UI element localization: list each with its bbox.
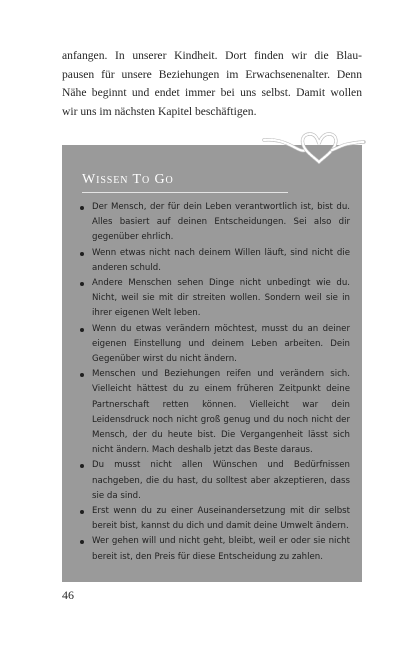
bullet-icon xyxy=(80,328,84,332)
list-item: Wenn du etwas verändern möchtest, musst du an deiner eigenen Einstellung und deinem Leben arbeiten. Dein Gegenüber wirst du nicht ändern. xyxy=(80,322,350,368)
wissen-to-go-box xyxy=(62,145,362,582)
intro-paragraph xyxy=(62,47,362,121)
intro-line: anfangen. In unserer Kindheit. Dort finden wir die Blau- xyxy=(62,49,362,62)
intro-line: Nähe beginnt und endet immer bei uns selbst. Damit wollen xyxy=(62,86,362,99)
page-number: 46 xyxy=(62,588,74,602)
bullet-icon xyxy=(80,373,84,377)
list-item: Du musst nicht allen Wünschen und Bedürfnissen nachgeben, die du hast, du solltest aber akzeptieren, dass sie da sind. xyxy=(80,458,350,504)
bullet-list xyxy=(80,200,350,565)
box-title: Wissen To Go xyxy=(82,172,174,187)
list-item: Menschen und Beziehungen reifen und verändern sich. Vielleicht hättest du zu einem früheren Zeitpunkt deine Partnerschaft retten können. Vielleicht war dein Leidensdruck noch nicht groß genug und du noch nicht der Mensch, der du heute bist. Die Vergangenheit lässt sich nicht ändern. Mach deshalb jetzt das Beste daraus. xyxy=(80,367,350,458)
list-item: Erst wenn du zu einer Auseinandersetzung mit dir selbst bereit bist, kannst du dich und damit deine Umwelt ändern. xyxy=(80,504,350,534)
list-item: Wer gehen will und nicht geht, bleibt, weil er oder sie nicht bereit ist, den Preis für diese Entscheidung zu zahlen. xyxy=(80,534,350,564)
intro-line: pausen für unsere Beziehungen im Erwachsenenalter. Denn xyxy=(62,67,362,81)
bullet-icon xyxy=(80,206,84,210)
title-divider xyxy=(82,192,288,193)
list-item: Der Mensch, der für dein Leben verantwortlich ist, bist du. Alles basiert auf deinen Entscheidungen. Sei also dir gegenüber ehrlich. xyxy=(80,200,350,246)
bullet-icon xyxy=(80,464,84,468)
heart-knot-rope-icon xyxy=(262,128,366,164)
bullet-icon xyxy=(80,252,84,256)
list-item: Andere Menschen sehen Dinge nicht unbedingt wie du. Nicht, weil sie mit dir streiten wollen. Sondern weil sie in ihrer eigenen Welt leben. xyxy=(80,276,350,322)
intro-line: wir uns im nächsten Kapitel beschäftigen. xyxy=(62,104,257,118)
bullet-icon xyxy=(80,540,84,544)
list-item: Wenn etwas nicht nach deinem Willen läuft, sind nicht die anderen schuld. xyxy=(80,246,350,276)
bullet-icon xyxy=(80,510,84,514)
bullet-icon xyxy=(80,282,84,286)
